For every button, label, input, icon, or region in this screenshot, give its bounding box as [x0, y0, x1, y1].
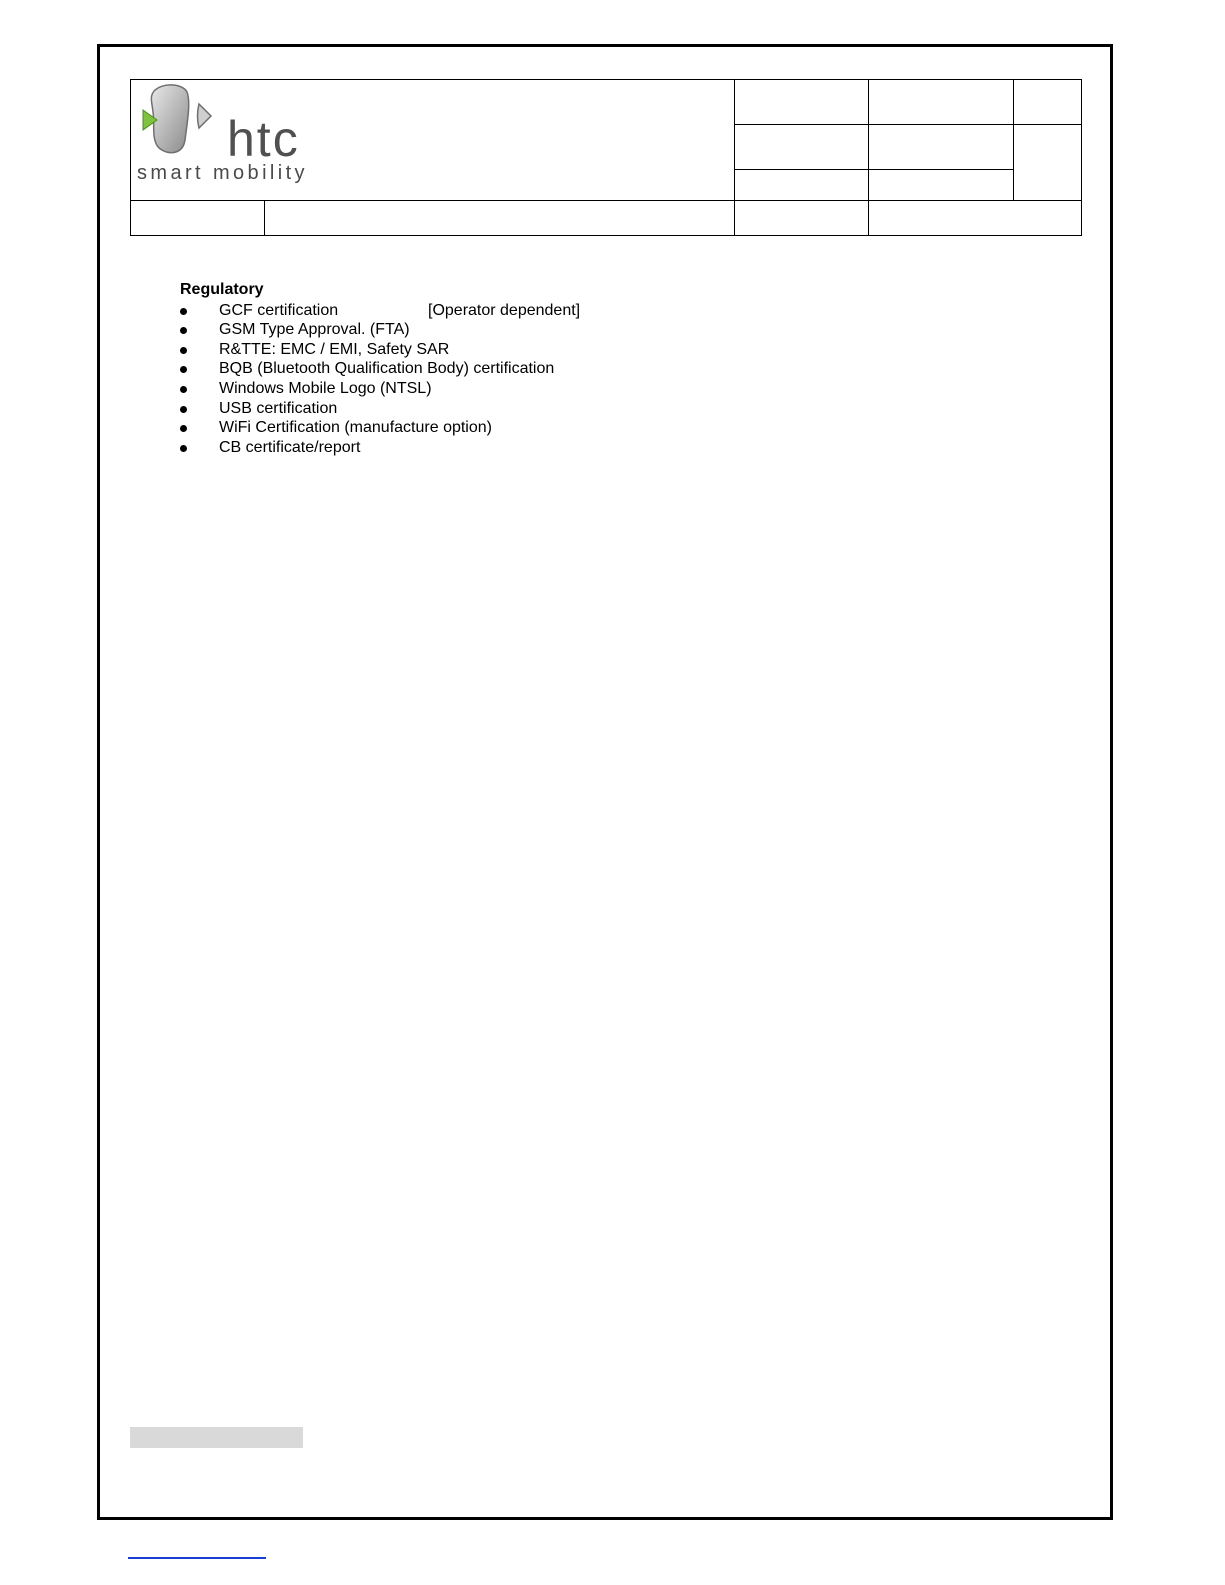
list-item	[180, 320, 554, 340]
header-cell	[869, 125, 1014, 170]
regulatory-section	[180, 280, 581, 457]
header-cell	[1014, 125, 1082, 201]
regulatory-list	[180, 301, 581, 458]
header-cell	[869, 201, 1082, 236]
header-cell	[131, 201, 265, 236]
redacted-footer-bar	[130, 1427, 303, 1448]
header-cell	[869, 80, 1014, 125]
list-item-text: Windows Mobile Logo (NTSL)	[219, 379, 432, 397]
header-cell	[735, 201, 869, 236]
page-frame	[97, 44, 1113, 1520]
list-item	[180, 379, 554, 399]
header-cell	[1014, 80, 1082, 125]
bullet-icon	[180, 386, 187, 393]
bullet-icon	[180, 425, 187, 432]
list-item-text: GCF certification	[219, 301, 339, 319]
list-item-text: USB certification	[219, 399, 338, 417]
logo-cell	[131, 80, 735, 201]
htc-logo-graphic	[135, 84, 345, 164]
list-item	[180, 340, 554, 360]
header-cell	[735, 170, 869, 201]
list-item	[180, 301, 581, 321]
list-item-text: GSM Type Approval. (FTA)	[219, 321, 410, 339]
bullet-icon	[180, 445, 187, 452]
footer-link-underline[interactable]	[128, 1557, 266, 1559]
list-item-note: [Operator dependent]	[428, 301, 581, 319]
bullet-icon	[180, 327, 187, 334]
list-item-text: BQB (Bluetooth Qualification Body) certification	[219, 360, 555, 378]
list-item	[180, 418, 554, 438]
list-item	[180, 438, 554, 458]
header-cell	[265, 201, 735, 236]
list-item	[180, 359, 554, 379]
list-item	[180, 399, 554, 419]
bullet-icon	[180, 308, 187, 315]
section-heading: Regulatory	[180, 281, 264, 298]
bullet-icon	[180, 366, 187, 373]
document-header-table	[130, 79, 1082, 236]
list-item-text: CB certificate/report	[219, 438, 361, 456]
htc-logo	[135, 84, 345, 194]
bullet-icon	[180, 347, 187, 354]
header-cell	[869, 170, 1014, 201]
list-item-text: WiFi Certification (manufacture option)	[219, 419, 492, 437]
list-item-text: R&TTE: EMC / EMI, Safety SAR	[219, 340, 450, 358]
bullet-icon	[180, 406, 187, 413]
header-cell	[735, 80, 869, 125]
logo-tagline: smart mobility	[137, 162, 308, 184]
svg-text:htc: htc	[227, 111, 300, 164]
header-cell	[735, 125, 869, 170]
